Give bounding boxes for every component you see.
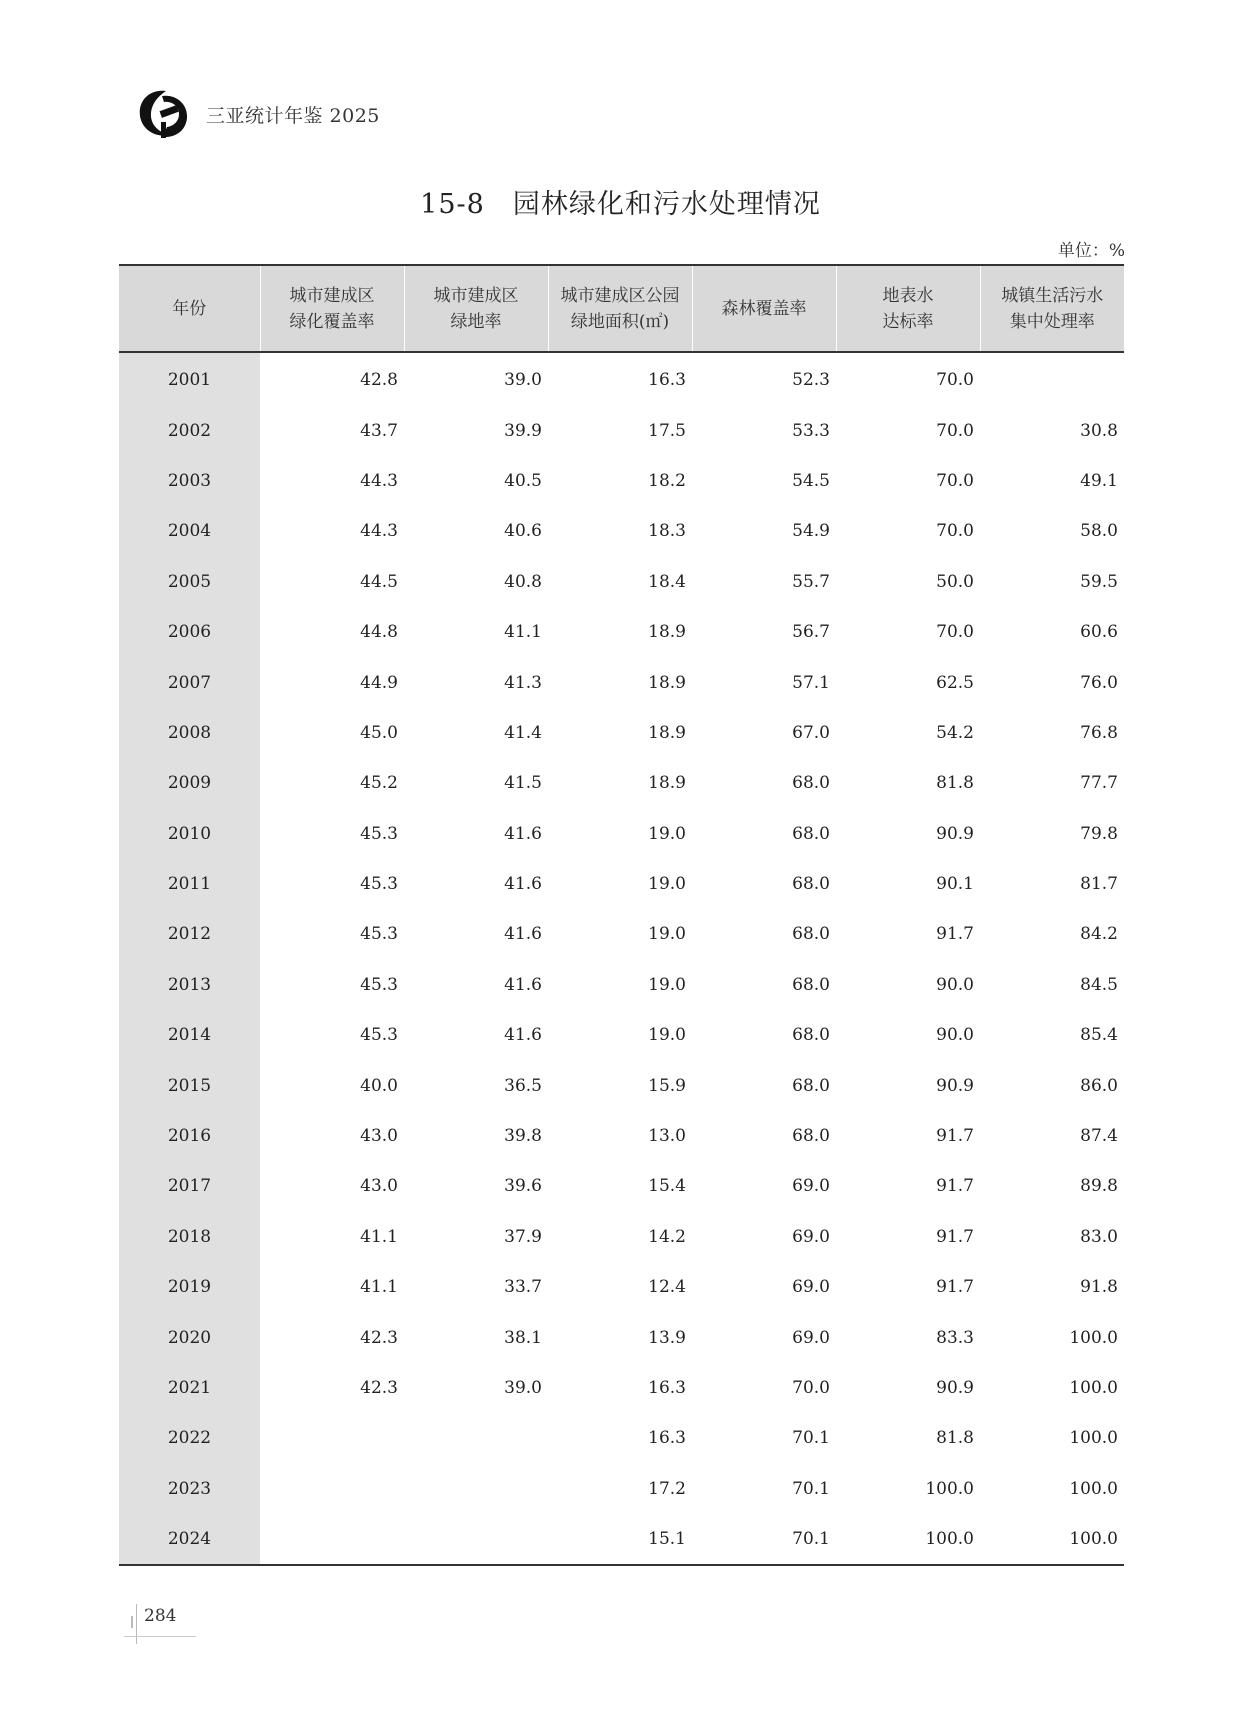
year-cell: 2016	[119, 1111, 260, 1161]
value-cell: 44.8	[360, 622, 398, 643]
value-cell: 90.9	[936, 823, 974, 844]
value-cell: 17.5	[648, 420, 686, 441]
table-row	[119, 1312, 1124, 1362]
value-cell: 100.0	[925, 1478, 974, 1499]
value-cell: 13.0	[648, 1126, 686, 1147]
table-row	[119, 657, 1124, 707]
value-cell: 70.0	[936, 622, 974, 643]
value-cell: 39.6	[504, 1176, 542, 1197]
year-cell: 2009	[119, 758, 260, 808]
value-cell: 43.0	[360, 1126, 398, 1147]
value-cell: 67.0	[792, 722, 830, 743]
table-row	[119, 352, 1124, 405]
value-cell: 12.4	[648, 1277, 686, 1298]
value-cell: 89.8	[1080, 1176, 1118, 1197]
value-cell: 86.0	[1080, 1075, 1118, 1096]
year-cell: 2022	[119, 1413, 260, 1463]
value-cell: 41.1	[360, 1226, 398, 1247]
value-cell: 45.2	[360, 773, 398, 794]
column-header-line: 绿化覆盖率	[289, 311, 375, 332]
value-cell: 19.0	[648, 874, 686, 895]
page-header	[136, 86, 380, 142]
value-cell: 57.1	[792, 672, 830, 693]
table-body	[119, 352, 1124, 1565]
value-cell: 37.9	[504, 1226, 542, 1247]
value-cell: 45.3	[360, 924, 398, 945]
value-cell: 68.0	[792, 874, 830, 895]
value-cell: 62.5	[936, 672, 974, 693]
year-cell: 2018	[119, 1212, 260, 1262]
value-cell: 45.3	[360, 874, 398, 895]
value-cell: 30.8	[1080, 420, 1118, 441]
table-row	[119, 809, 1124, 859]
value-cell	[260, 1413, 404, 1463]
value-cell: 70.0	[936, 370, 974, 391]
value-cell: 44.9	[360, 672, 398, 693]
value-cell: 41.4	[504, 722, 542, 743]
table-number: 15-8	[420, 189, 485, 220]
value-cell: 41.3	[504, 672, 542, 693]
value-cell: 91.7	[936, 924, 974, 945]
year-cell: 2012	[119, 909, 260, 959]
value-cell: 91.7	[936, 1176, 974, 1197]
value-cell: 15.4	[648, 1176, 686, 1197]
table-title	[0, 182, 1241, 221]
column-header-line: 年份	[172, 298, 207, 319]
column-header-line: 绿地率	[450, 311, 502, 332]
value-cell: 100.0	[980, 1514, 1124, 1565]
table-row	[119, 1060, 1124, 1110]
value-cell: 100.0	[1069, 1428, 1118, 1449]
value-cell: 77.7	[1080, 773, 1118, 794]
table-title-text: 园林绿化和污水处理情况	[512, 189, 821, 220]
book-title: 三亚统计年鉴 2025	[206, 104, 380, 127]
page-footer	[124, 1604, 196, 1644]
value-cell: 19.0	[648, 1025, 686, 1046]
table-row	[119, 607, 1124, 657]
value-cell	[404, 1413, 548, 1463]
value-cell: 41.1	[360, 1277, 398, 1298]
value-cell: 45.3	[360, 823, 398, 844]
table-row	[119, 758, 1124, 808]
value-cell	[404, 1514, 548, 1565]
value-cell: 17.2	[648, 1478, 686, 1499]
year-cell: 2007	[119, 657, 260, 707]
column-header	[980, 265, 1124, 352]
value-cell: 76.8	[1080, 722, 1118, 743]
value-cell: 43.7	[360, 420, 398, 441]
year-cell: 2019	[119, 1262, 260, 1312]
value-cell: 18.3	[648, 521, 686, 542]
footer-tick-mark	[131, 1616, 133, 1628]
value-cell: 39.8	[504, 1126, 542, 1147]
value-cell	[260, 1464, 404, 1514]
value-cell: 49.1	[1080, 470, 1118, 491]
value-cell: 84.5	[1080, 974, 1118, 995]
table-row	[119, 960, 1124, 1010]
value-cell: 59.5	[1080, 571, 1118, 592]
table-row	[119, 1111, 1124, 1161]
value-cell: 68.0	[792, 924, 830, 945]
value-cell: 43.0	[360, 1176, 398, 1197]
yearbook-logo-icon	[136, 86, 192, 142]
value-cell: 18.9	[648, 672, 686, 693]
value-cell: 90.9	[936, 1378, 974, 1398]
year-cell: 2002	[119, 405, 260, 455]
value-cell: 40.8	[504, 571, 542, 592]
column-header	[119, 265, 260, 352]
year-cell: 2003	[119, 456, 260, 506]
value-cell: 16.3	[648, 370, 686, 391]
value-cell: 44.3	[360, 470, 398, 491]
year-cell: 2010	[119, 809, 260, 859]
value-cell: 18.2	[648, 470, 686, 491]
value-cell: 69.0	[792, 1277, 830, 1298]
footer-horizontal-rule	[124, 1636, 196, 1637]
value-cell: 68.0	[792, 1025, 830, 1046]
value-cell: 54.5	[792, 470, 830, 491]
value-cell: 69.0	[792, 1176, 830, 1197]
column-header-line: 达标率	[882, 311, 934, 332]
year-cell: 2023	[119, 1464, 260, 1514]
value-cell: 15.1	[548, 1514, 692, 1565]
table-row	[119, 557, 1124, 607]
value-cell: 83.3	[936, 1327, 974, 1348]
table-row	[119, 1464, 1124, 1514]
table-row	[119, 909, 1124, 959]
value-cell: 41.6	[504, 1025, 542, 1046]
value-cell: 56.7	[792, 622, 830, 643]
value-cell: 91.7	[936, 1277, 974, 1298]
value-cell: 41.6	[504, 924, 542, 945]
value-cell: 70.0	[936, 470, 974, 491]
value-cell: 70.1	[792, 1428, 830, 1449]
column-header-line: 地表水	[882, 285, 934, 306]
value-cell: 70.1	[792, 1478, 830, 1499]
value-cell: 41.6	[504, 974, 542, 995]
value-cell: 90.1	[936, 874, 974, 895]
column-header-line: 城市建成区公园	[560, 285, 680, 306]
value-cell: 41.6	[504, 874, 542, 895]
value-cell: 68.0	[792, 823, 830, 844]
table-row	[119, 1514, 1124, 1565]
footer-vertical-rule	[136, 1604, 137, 1644]
year-cell: 2004	[119, 506, 260, 556]
value-cell: 42.3	[360, 1327, 398, 1348]
table-row	[119, 859, 1124, 909]
value-cell: 83.0	[1080, 1226, 1118, 1247]
value-cell: 70.1	[692, 1514, 836, 1565]
column-header	[836, 265, 980, 352]
value-cell: 18.9	[648, 622, 686, 643]
value-cell: 13.9	[648, 1327, 686, 1348]
column-header-line: 城镇生活污水	[1001, 285, 1104, 306]
value-cell: 100.0	[836, 1514, 980, 1565]
year-cell: 2006	[119, 607, 260, 657]
value-cell: 41.1	[504, 622, 542, 643]
year-cell: 2013	[119, 960, 260, 1010]
column-header	[404, 265, 548, 352]
value-cell: 19.0	[648, 974, 686, 995]
column-header	[548, 265, 692, 352]
table-row	[119, 1212, 1124, 1262]
value-cell: 40.0	[360, 1075, 398, 1096]
value-cell	[260, 1514, 404, 1565]
value-cell: 90.0	[936, 974, 974, 995]
table-row	[119, 1363, 1124, 1413]
value-cell	[404, 1464, 548, 1514]
year-cell: 2008	[119, 708, 260, 758]
value-cell: 55.7	[792, 571, 830, 592]
table-row	[119, 1010, 1124, 1060]
value-cell: 60.6	[1080, 622, 1118, 643]
year-cell: 2017	[119, 1161, 260, 1211]
value-cell: 100.0	[1069, 1378, 1118, 1398]
value-cell: 19.0	[648, 924, 686, 945]
table-header-row	[119, 265, 1124, 352]
value-cell: 54.2	[936, 722, 974, 743]
year-cell: 2014	[119, 1010, 260, 1060]
column-header-line: 城市建成区	[433, 285, 519, 306]
column-header-line: 集中处理率	[1009, 311, 1095, 332]
value-cell: 45.0	[360, 722, 398, 743]
table-row	[119, 1262, 1124, 1312]
value-cell: 45.3	[360, 1025, 398, 1046]
value-cell: 68.0	[792, 1075, 830, 1096]
value-cell: 40.6	[504, 521, 542, 542]
value-cell: 16.3	[648, 1378, 686, 1398]
value-cell: 15.9	[648, 1075, 686, 1096]
column-header-line: 绿地面积(㎡)	[570, 311, 670, 332]
table-row	[119, 456, 1124, 506]
value-cell: 45.3	[360, 974, 398, 995]
value-cell: 18.9	[648, 722, 686, 743]
value-cell: 44.3	[360, 521, 398, 542]
data-table-container	[119, 264, 1124, 1566]
value-cell: 85.4	[1080, 1025, 1118, 1046]
table-row	[119, 708, 1124, 758]
year-cell: 2005	[119, 557, 260, 607]
value-cell: 52.3	[792, 370, 830, 391]
value-cell: 39.9	[504, 420, 542, 441]
value-cell: 54.9	[792, 521, 830, 542]
value-cell: 19.0	[648, 823, 686, 844]
value-cell: 69.0	[792, 1327, 830, 1348]
unit-label: 单位：%	[1057, 241, 1125, 261]
value-cell: 18.4	[648, 571, 686, 592]
value-cell: 79.8	[1080, 823, 1118, 844]
year-cell: 2020	[119, 1312, 260, 1362]
value-cell: 81.8	[936, 773, 974, 794]
value-cell: 81.7	[1080, 874, 1118, 895]
value-cell: 53.3	[792, 420, 830, 441]
value-cell: 33.7	[504, 1277, 542, 1298]
value-cell: 39.0	[504, 1378, 542, 1398]
value-cell	[980, 352, 1124, 405]
table-row	[119, 1161, 1124, 1211]
value-cell: 100.0	[1069, 1478, 1118, 1499]
year-cell: 2021	[119, 1363, 260, 1413]
value-cell: 91.8	[1080, 1277, 1118, 1298]
year-cell: 2011	[119, 859, 260, 909]
value-cell: 69.0	[792, 1226, 830, 1247]
value-cell: 90.0	[936, 1025, 974, 1046]
value-cell: 90.9	[936, 1075, 974, 1096]
value-cell: 70.0	[936, 420, 974, 441]
table-row	[119, 1413, 1124, 1463]
value-cell: 16.3	[648, 1428, 686, 1449]
value-cell: 91.7	[936, 1126, 974, 1147]
value-cell: 91.7	[936, 1226, 974, 1247]
value-cell: 44.5	[360, 571, 398, 592]
year-cell: 2001	[119, 352, 260, 405]
year-cell: 2015	[119, 1060, 260, 1110]
value-cell: 76.0	[1080, 672, 1118, 693]
value-cell: 70.0	[792, 1378, 830, 1398]
value-cell: 42.8	[360, 370, 398, 391]
value-cell: 38.1	[504, 1327, 542, 1348]
value-cell: 68.0	[792, 1126, 830, 1147]
value-cell: 100.0	[1069, 1327, 1118, 1348]
value-cell: 68.0	[792, 773, 830, 794]
value-cell: 84.2	[1080, 924, 1118, 945]
value-cell: 40.5	[504, 470, 542, 491]
data-table	[119, 264, 1124, 1566]
value-cell: 39.0	[504, 370, 542, 391]
value-cell: 14.2	[648, 1226, 686, 1247]
value-cell: 18.9	[648, 773, 686, 794]
value-cell: 50.0	[936, 571, 974, 592]
value-cell: 58.0	[1080, 521, 1118, 542]
column-header	[692, 265, 836, 352]
column-header	[260, 265, 404, 352]
value-cell: 68.0	[792, 974, 830, 995]
page-number: 284	[144, 1606, 177, 1626]
value-cell: 42.3	[360, 1378, 398, 1398]
value-cell: 87.4	[1080, 1126, 1118, 1147]
table-row	[119, 405, 1124, 455]
column-header-line: 森林覆盖率	[721, 298, 807, 319]
value-cell: 70.0	[936, 521, 974, 542]
table-row	[119, 506, 1124, 556]
value-cell: 41.6	[504, 823, 542, 844]
value-cell: 81.8	[936, 1428, 974, 1449]
column-header-line: 城市建成区	[289, 285, 375, 306]
year-cell: 2024	[119, 1514, 260, 1565]
value-cell: 36.5	[504, 1075, 542, 1096]
value-cell: 41.5	[504, 773, 542, 794]
